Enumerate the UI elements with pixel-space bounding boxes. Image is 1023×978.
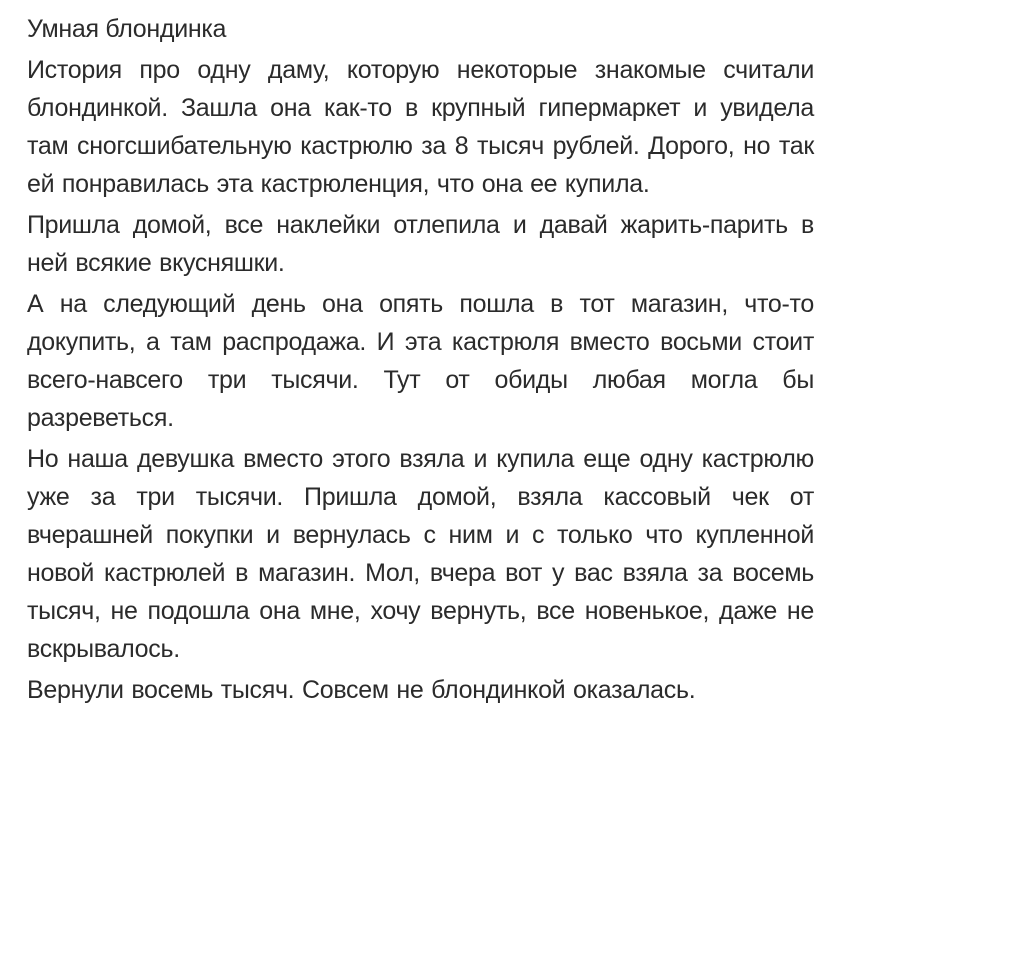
paragraph-5: Вернули восемь тысяч. Совсем не блондинкой оказалась. <box>27 676 696 704</box>
paragraph-3: А на следующий день она опять пошла в тот магазин, что-то докупить, а там распродажа. И эта кастрюля вместо восьми стоит всего-навсего три тысячи. Тут от обиды любая могла бы разреветься. <box>27 290 814 432</box>
paragraph-2: Пришла домой, все наклейки отлепила и давай жарить-парить в ней всякие вкусняшки. <box>27 211 814 277</box>
document-title: Умная блондинка <box>27 15 227 43</box>
paragraph-4: Но наша девушка вместо этого взяла и купила еще одну кастрюлю уже за три тысячи. Пришла домой, взяла кассовый чек от вчерашней покупки и вернулась с ним и с только что купленной новой кастрюлей в магазин. Мол, вчера вот у вас взяла за восемь тысяч, не подошла она мне, хочу вернуть, все новенькое, даже не вскрывалось. <box>27 445 814 663</box>
document-body <box>27 10 814 709</box>
paragraph-1: История про одну даму, которую некоторые знакомые считали блондинкой. Зашла она как-то в крупный гипермаркет и увидела там сногсшибательную кастрюлю за 8 тысяч рублей. Дорого, но так ей понравилась эта кастрюленция, что она ее купила. <box>27 56 814 198</box>
